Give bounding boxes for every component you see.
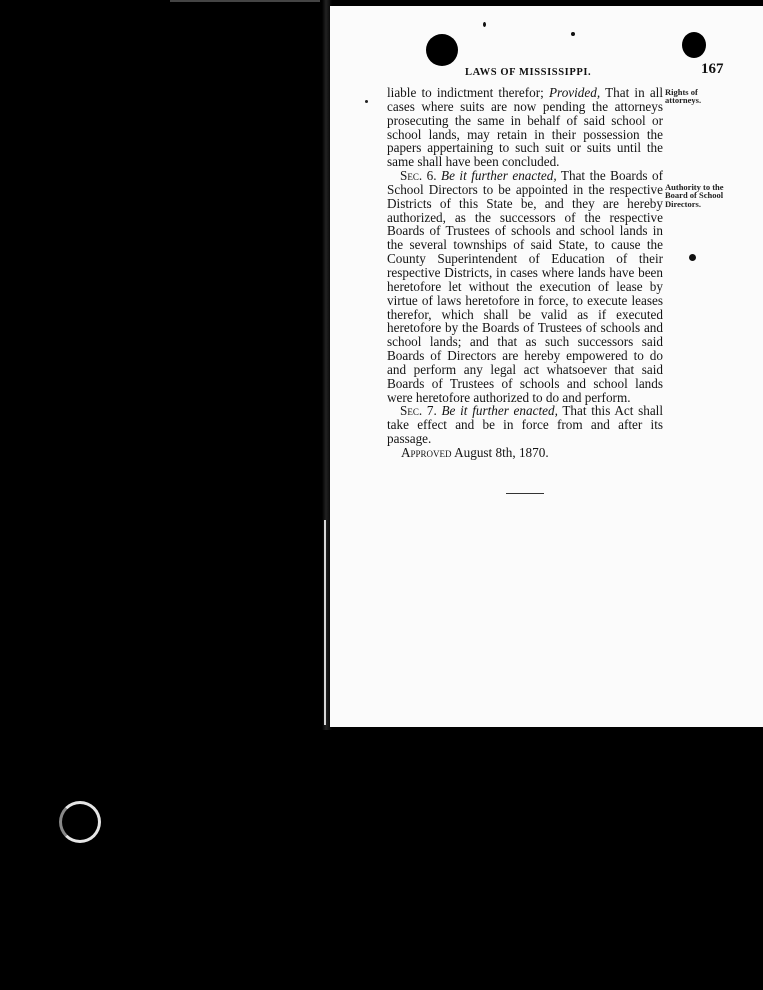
margin-note-authority: Authority to the Board of School Directors.	[665, 182, 724, 209]
book-page	[330, 6, 763, 727]
paragraph-sec-6	[387, 169, 663, 404]
text-italic: Be it further enacted,	[441, 403, 558, 419]
page-number: 167	[701, 61, 724, 77]
paragraph-sec-5-end	[387, 86, 663, 169]
approval-date: August 8th, 1870.	[454, 444, 549, 460]
margin-mark	[365, 100, 368, 103]
scan-edge-line	[170, 0, 320, 2]
text-italic: Be it further enacted,	[441, 168, 557, 184]
ink-speck	[571, 32, 575, 36]
approval-line	[387, 446, 663, 460]
binding-ring-icon	[59, 801, 101, 843]
page-header	[330, 61, 763, 79]
ink-speck	[483, 22, 486, 27]
section-label: Sec. 7.	[400, 403, 437, 419]
punch-hole	[682, 32, 706, 58]
text-run: That in all cases where suits are now pending the attorneys prosecuting the same in behalf of said school or school lands, may retain in their possession the papers appertaining to such suit or suits until the same shall have been concluded.	[387, 85, 664, 170]
gutter-highlight	[324, 520, 326, 725]
text-run: liable to indictment therefor;	[387, 85, 544, 100]
section-label: Sec. 6.	[400, 168, 437, 184]
text-run: That the Boards of School Directors to be appointed in the respective Districts of this State be, and they are hereby authorized, as the successors of the respective Boards of Trustees of schools and school lands in the several townships of said State, to cause the County Superintendent of Education of their respective Districts, in cases where lands have been heretofore let without the execution of lease by virtue of laws heretofore in force, to execute leases therefor, which shall be valid as if executed heretofore by the Boards of Trustees of schools and school lands; and that as such successors said Boards of Directors are hereby empowered to do and perform any legal act whatsoever that said Boards of Trustees of schools and school lands were heretofore authorized to do and perform.	[387, 168, 664, 405]
ink-speck	[689, 254, 696, 261]
paragraph-sec-7	[387, 404, 663, 446]
text-italic: Provided,	[549, 85, 601, 100]
running-head: LAWS OF MISSISSIPPI.	[465, 67, 592, 78]
page-body	[387, 86, 663, 460]
margin-note-rights: Rights of attorneys.	[665, 87, 702, 106]
end-rule	[506, 493, 544, 494]
text-run: That this Act shall take effect and be in force from and after its passage.	[387, 403, 664, 447]
approved-label: Approved	[401, 444, 452, 460]
